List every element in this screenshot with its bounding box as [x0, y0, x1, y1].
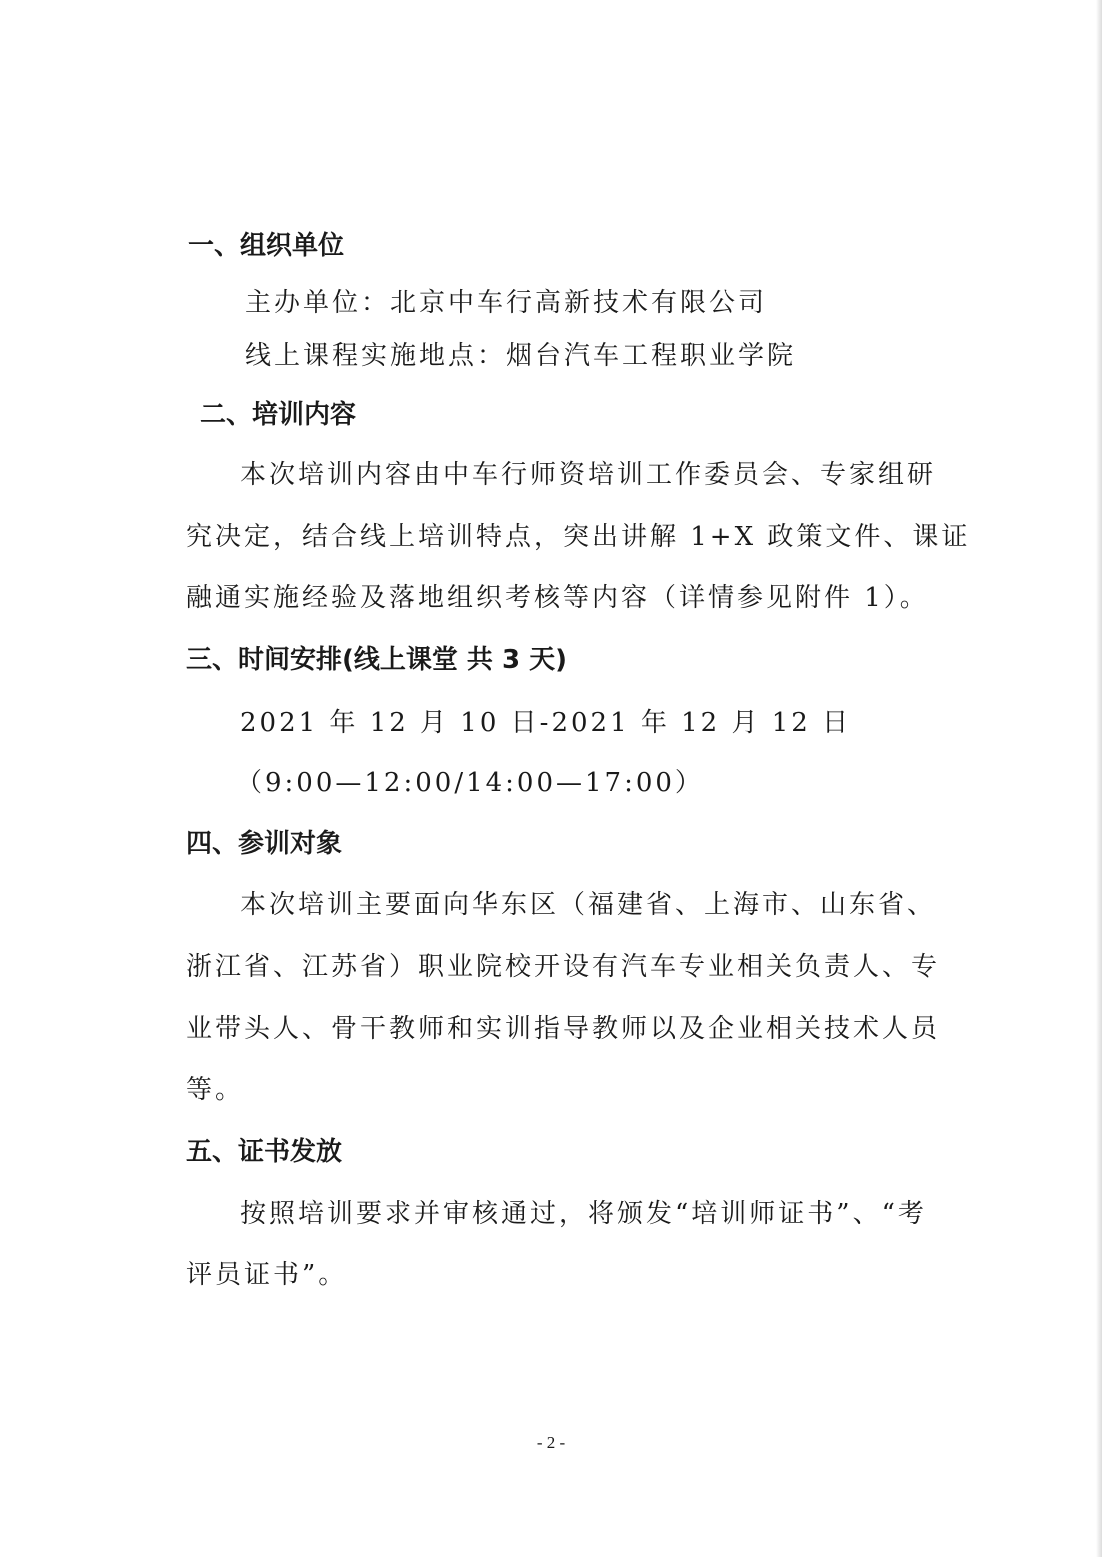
section-heading-certificate: 五、证书发放: [186, 1137, 343, 1167]
audience-paragraph-line: 本次培训主要面向华东区（福建省、上海市、山东省、: [240, 890, 937, 920]
section-heading-organizer: 一、组织单位: [188, 231, 345, 261]
content-paragraph-line: 融通实施经验及落地组织考核等内容（详情参见附件 1）。: [186, 583, 929, 613]
schedule-dates: 2021 年 12 月 10 日-2021 年 12 月 12 日: [240, 708, 852, 738]
audience-paragraph-line: 业带头人、骨干教师和实训指导教师以及企业相关技术人员: [186, 1014, 941, 1044]
content-paragraph-line: 究决定，结合线上培训特点，突出讲解 1+X 政策文件、课证: [186, 522, 971, 552]
page-edge: [1096, 0, 1102, 1557]
section-heading-content: 二、培训内容: [200, 400, 357, 430]
course-venue: 线上课程实施地点：烟台汽车工程职业学院: [245, 341, 797, 371]
schedule-times: （9:00—12:00/14:00—17:00）: [236, 768, 704, 798]
audience-paragraph-line: 浙江省、江苏省）职业院校开设有汽车专业相关负责人、专: [186, 952, 941, 982]
content-paragraph-line: 本次培训内容由中车行师资培训工作委员会、专家组研: [240, 460, 937, 490]
host-organization: 主办单位：北京中车行高新技术有限公司: [245, 288, 768, 318]
page-number: - 2 -: [536, 1433, 566, 1452]
section-heading-audience: 四、参训对象: [186, 829, 343, 859]
audience-paragraph-line: 等。: [186, 1075, 245, 1105]
certificate-paragraph-line: 评员证书”。: [186, 1260, 348, 1290]
section-heading-schedule: 三、时间安排(线上课堂 共 3 天): [186, 645, 568, 675]
certificate-paragraph-line: 按照培训要求并审核通过，将颁发“培训师证书”、“考: [240, 1199, 927, 1229]
